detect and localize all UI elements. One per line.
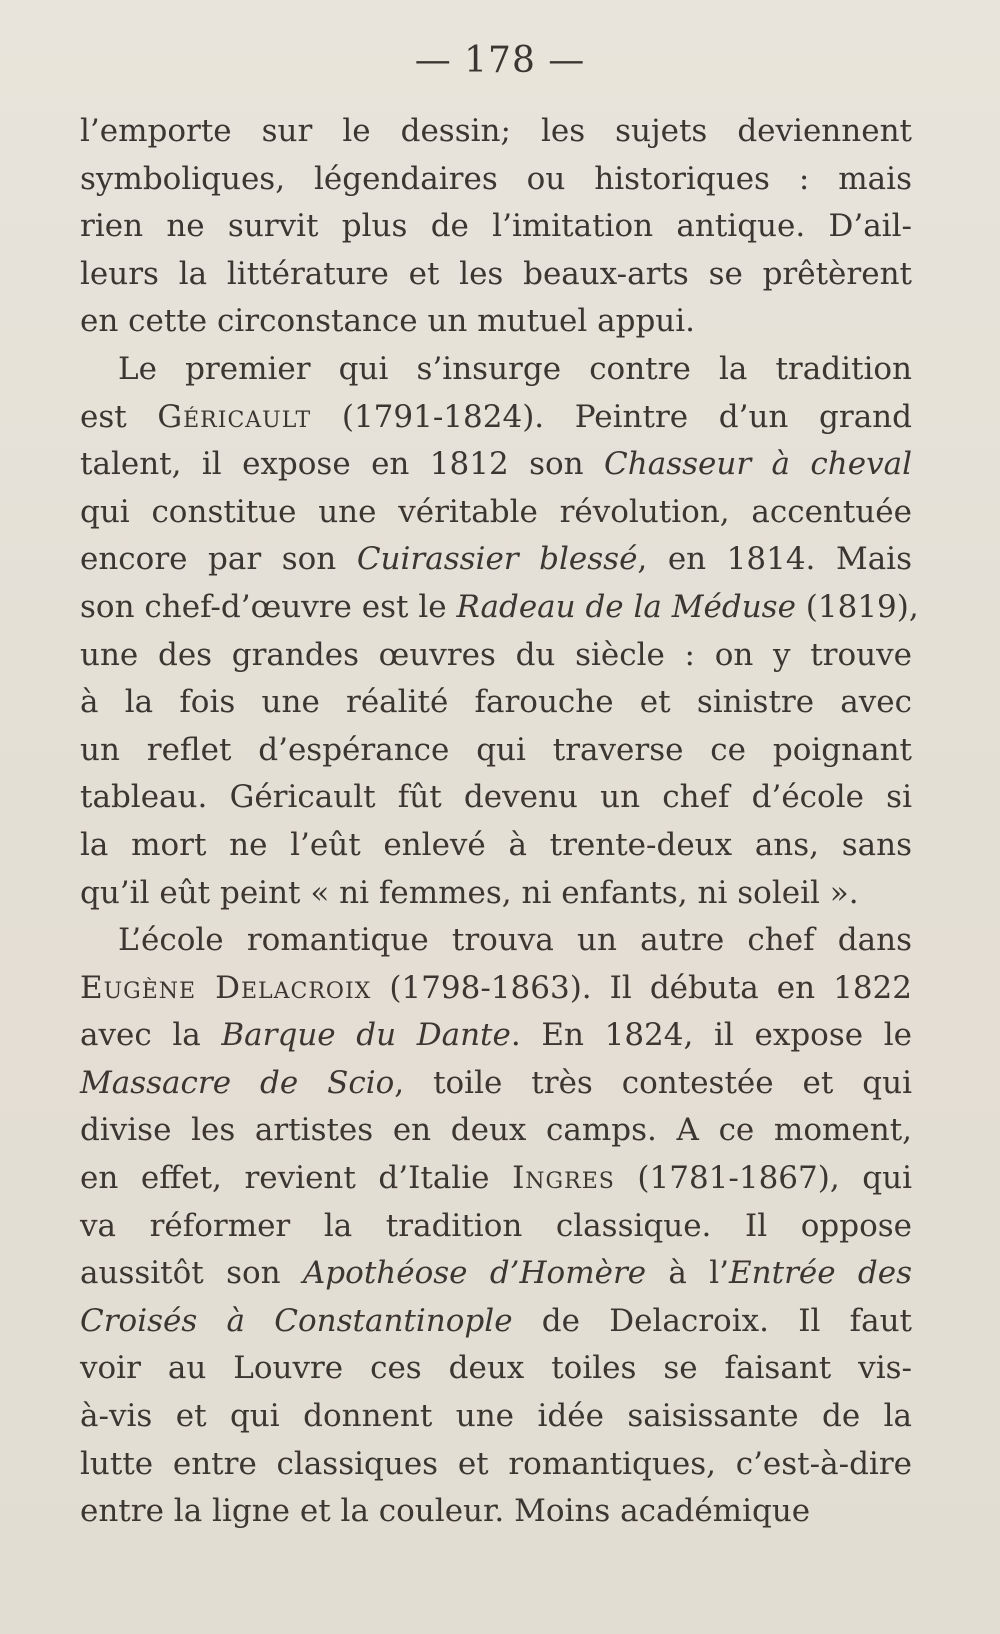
text-run: de Delacroix. Il faut bbox=[512, 1302, 912, 1339]
text-run: aussitôt son bbox=[80, 1255, 303, 1292]
text-run: , toile très contestée et qui bbox=[394, 1064, 912, 1101]
text-line bbox=[80, 394, 912, 442]
text-line bbox=[80, 156, 912, 204]
text-line bbox=[80, 1203, 912, 1251]
page-number: — 178 — bbox=[414, 40, 586, 81]
text-line bbox=[80, 441, 912, 489]
artist-name: Eugène Delacroix bbox=[80, 969, 372, 1006]
italic-title: Cuirassier blessé bbox=[356, 541, 638, 578]
text-run: un reflet d’espérance qui traverse ce poignant bbox=[80, 731, 912, 768]
text-line bbox=[80, 822, 912, 870]
text-run: , en 1814. Mais bbox=[637, 541, 912, 578]
text-run: voir au Louvre ces deux toiles se faisant vis- bbox=[80, 1350, 912, 1387]
text-run: qu’il eût peint « ni femmes, ni enfants, ni soleil ». bbox=[80, 874, 859, 911]
text-line bbox=[80, 1060, 912, 1108]
text-line bbox=[80, 298, 912, 346]
text-line bbox=[80, 1107, 912, 1155]
text-run: à l’ bbox=[646, 1255, 730, 1292]
italic-title: Croisés à Constantinople bbox=[80, 1302, 513, 1339]
text-line bbox=[80, 965, 912, 1013]
text-line bbox=[80, 1012, 912, 1060]
text-run: à-vis et qui donnent une idée saisissante de la bbox=[80, 1398, 912, 1435]
text-run: l’emporte sur le dessin; les sujets deviennent bbox=[80, 113, 912, 149]
text-line bbox=[80, 1393, 912, 1441]
text-line bbox=[80, 1298, 912, 1346]
text-line bbox=[80, 489, 912, 537]
text-run: une des grandes œuvres du siècle : on y trouve bbox=[80, 636, 912, 673]
text-line bbox=[80, 1345, 912, 1393]
text-run: la mort ne l’eût enlevé à trente-deux ans, sans bbox=[80, 826, 912, 863]
text-line bbox=[80, 1488, 912, 1536]
text-run: encore par son bbox=[80, 541, 357, 578]
text-run: qui constitue une véritable révolution, accentuée bbox=[80, 493, 912, 530]
text-run: divise les artistes en deux camps. A ce moment, bbox=[80, 1112, 912, 1149]
text-run: est bbox=[80, 398, 158, 435]
text-run: en cette circonstance un mutuel appui. bbox=[80, 303, 696, 340]
text-run: va réformer la tradition classique. Il oppose bbox=[80, 1207, 912, 1244]
text-run: lutte entre classiques et romantiques, c’est-à-dire bbox=[80, 1445, 912, 1482]
text-line bbox=[80, 203, 912, 251]
text-run: (1791-1824). Peintre d’un grand bbox=[311, 398, 912, 435]
text-line bbox=[80, 679, 912, 727]
body-text bbox=[80, 108, 919, 1536]
text-run: son chef-d’œuvre est le bbox=[80, 588, 457, 625]
artist-name: Géricault bbox=[157, 398, 312, 435]
text-line bbox=[80, 251, 912, 299]
text-run: (1819), bbox=[795, 588, 919, 625]
artist-name: Ingres bbox=[512, 1160, 615, 1197]
italic-title: Massacre de Scio bbox=[80, 1064, 395, 1101]
text-run: en effet, revient d’Italie bbox=[80, 1160, 513, 1197]
text-run: tableau. Géricault fût devenu un chef d’école si bbox=[80, 779, 912, 816]
text-line bbox=[80, 870, 912, 918]
text-line bbox=[80, 346, 912, 394]
text-line bbox=[80, 1155, 912, 1203]
text-run: talent, il expose en 1812 son bbox=[80, 446, 605, 483]
text-run: symboliques, légendaires ou historiques : mais bbox=[80, 160, 912, 197]
text-run: entre la ligne et la couleur. Moins académique bbox=[80, 1493, 811, 1530]
text-run: (1798-1863). Il débuta en 1822 bbox=[371, 969, 912, 1006]
italic-title: Entrée des bbox=[729, 1255, 912, 1292]
text-run: avec la bbox=[80, 1017, 222, 1054]
text-line bbox=[80, 727, 912, 775]
italic-title: Barque du Dante bbox=[221, 1017, 511, 1054]
text-run: . En 1824, il expose le bbox=[510, 1017, 912, 1054]
text-line bbox=[80, 1250, 912, 1298]
text-run: rien ne survit plus de l’imitation antique. D’ail- bbox=[80, 208, 912, 245]
italic-title: Chasseur à cheval bbox=[604, 446, 913, 483]
italic-title: Radeau de la Méduse bbox=[456, 588, 796, 625]
text-line bbox=[80, 774, 912, 822]
text-line bbox=[80, 584, 919, 632]
italic-title: Apothéose d’Homère bbox=[302, 1255, 647, 1292]
text-line bbox=[80, 632, 912, 680]
text-run: (1781-1867), qui bbox=[614, 1160, 912, 1197]
text-line bbox=[80, 536, 912, 584]
text-run: Le premier qui s’insurge contre la tradition bbox=[118, 350, 912, 387]
text-run: à la fois une réalité farouche et sinistre avec bbox=[80, 684, 912, 721]
text-line bbox=[80, 108, 912, 156]
text-run: L’école romantique trouva un autre chef dans bbox=[118, 922, 912, 959]
text-run: leurs la littérature et les beaux-arts se prêtèrent bbox=[80, 255, 912, 292]
text-line bbox=[80, 917, 912, 965]
text-line bbox=[80, 1441, 912, 1489]
